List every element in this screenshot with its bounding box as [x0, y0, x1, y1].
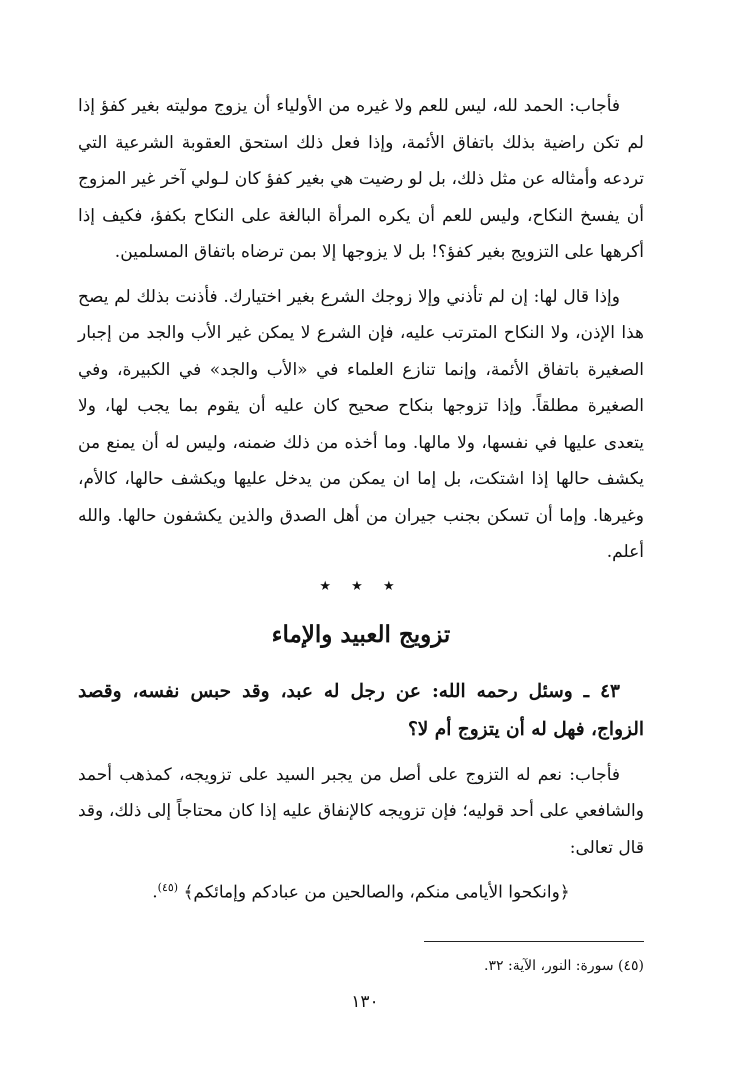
answer-43: فأجاب: نعم له التزوج على أصل من يجبر السيد على تزويجه، كمذهب أحمد والشافعي على أحد قوليه؛ فإن تزويجه كالإنفاق عليه إذا كان محتاجاً إلى ذلك، وقد قال تعالى: — [78, 764, 644, 858]
footnote-divider — [424, 941, 644, 942]
page-number: ١٣٠ — [351, 992, 379, 1012]
footnote: (٤٥) سورة: النور، الآية: ٣٢. — [484, 958, 644, 974]
second-paragraph: وإذا قال لها: إن لم تأذني وإلا زوجك الشرع بغير اختيارك. فأذنت بذلك لم يصح هذا الإذن، ولا النكاح المترتب عليه، فإن الشرع لا يمكن غير الأب والجد من إجبار الصغيرة باتفاق الأئمة، وإنما تنازع العلماء في «الأب والجد» في الكبيرة، وفي الصغيرة مطلقاً. وإذا تزوجها بنكاح صحيح كان عليه أن يقوم بما يجب لها، ولا يتعدى عليها في نفسها، ولا مالها. وما أخذه من ذلك ضمنه، وليس له أن يمنع من يكشف حالها إذا اشتكت، بل إما ان يمكن من يدخل عليها ويكشف حالها، كالأم، وغيرها. وإما أن تسكن بجنب جيران من أهل الصدق والذين يكشفون حالها. والله أعلم. — [78, 286, 644, 562]
verse-footnote-ref: (٤٥) — [157, 881, 179, 894]
answer-paragraph: فأجاب: الحمد لله، ليس للعم ولا غيره من الأولياء أن يزوج موليته بغير كفؤ إذا لم تكن راضية بذلك باتفاق الأئمة، وإذا فعل ذلك استحق العقوبة الشرعية التي تردعه وأمثاله عن مثل ذلك، بل لو رضيت هي بغير كفؤ كان لـولي آخر غير المزوج أن يفسخ النكاح، وليس للعم أن يكره المرأة البالغة على النكاح بكفؤ، فكيف إذا أكرهها على التزويج بغير كفؤ؟! بل لا يزوجها إلا بمن ترضاه باتفاق المسلمين. — [78, 96, 644, 262]
page-body — [78, 88, 644, 911]
verse-text: ﴿وانكحوا الأيامى منكم، والصالحين من عبادكم وإمائكم﴾ — [183, 882, 570, 903]
question-43: ٤٣ ـ وسئل رحمه الله: عن رجل له عبد، وقد حبس نفسه، وقصد الزواج، فهل له أن يتزوج أم لا؟ — [78, 680, 644, 740]
separator-stars: ★ ★ ★ — [319, 578, 403, 594]
quran-verse: ﴿وانكحوا الأيامى منكم، والصالحين من عبادكم وإمائكم﴾ $^{(٤٥)}$. — [152, 881, 570, 903]
section-title: تزويج العبيد والإماء — [271, 620, 451, 648]
